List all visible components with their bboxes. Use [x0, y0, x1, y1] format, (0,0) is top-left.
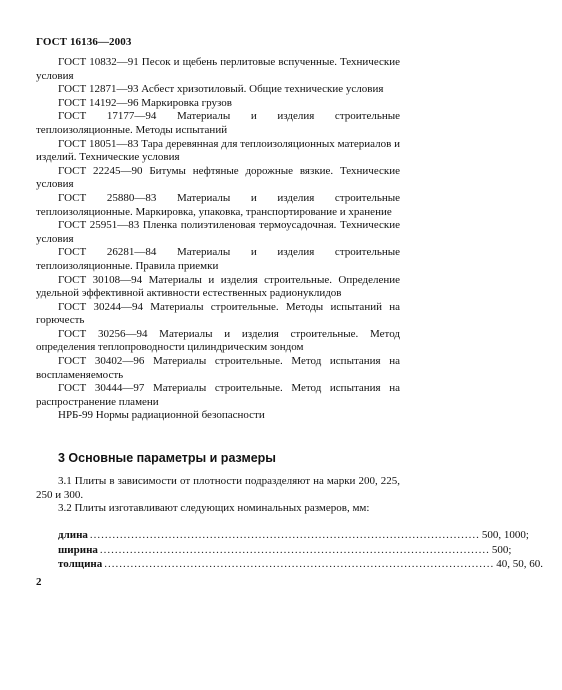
reference-item: ГОСТ 26281—84 Материалы и изделия строительные теплоизоляционные. Правила приемки: [36, 246, 400, 272]
reference-item: ГОСТ 14192—96 Маркировка грузов: [58, 96, 232, 109]
reference-item: ГОСТ 30444—97 Материалы строительные. Метод испытания на распространение пламени: [36, 382, 400, 408]
reference-item: ГОСТ 22245—90 Битумы нефтяные дорожные вязкие. Технические условия: [36, 164, 400, 191]
reference-item: ГОСТ 10832—91 Песок и щебень перлитовые вспученные. Технические условия: [36, 56, 400, 82]
reference-item: ГОСТ 17177—94 Материалы и изделия строительные теплоизоляционные. Методы испытаний: [36, 110, 400, 136]
size-row-thickness: [58, 558, 543, 573]
size-values: 500;: [491, 543, 512, 556]
size-row-length: [58, 529, 529, 544]
size-name: длина: [58, 529, 88, 541]
clauses: [36, 475, 400, 516]
clause-3-1: 3.1 Плиты в зависимости от плотности подразделяют на марки 200, 225, 250 и 300.: [36, 475, 400, 501]
reference-item: ГОСТ 30402—96 Материалы строительные. Метод испытания на воспламеняемость: [36, 355, 400, 381]
nominal-sizes-list: [58, 529, 543, 573]
reference-item: ГОСТ 25951—83 Пленка полиэтиленовая термоусадочная. Технические условия: [36, 219, 400, 245]
page-number: 2: [36, 576, 42, 588]
dot-leader: ........................................................................................................: [89, 529, 480, 541]
dot-leader: ........................................................................................................: [104, 558, 495, 570]
reference-item: ГОСТ 25880—83 Материалы и изделия строительные теплоизоляционные. Маркировка, упаковка, транспортирование и хранение: [36, 191, 400, 218]
section-title: 3 Основные параметры и размеры: [58, 451, 276, 465]
size-row-width: [58, 543, 512, 559]
reference-item: ГОСТ 18051—83 Тара деревянная для теплоизоляционных материалов и изделий. Технические условия: [36, 137, 400, 164]
reference-item: НРБ-99 Нормы радиационной безопасности: [58, 409, 265, 422]
size-name: ширина: [58, 543, 98, 556]
size-values: 500, 1000;: [481, 529, 529, 541]
size-name: толщина: [58, 558, 103, 570]
clause-3-2: 3.2 Плиты изготавливают следующих номинальных размеров, мм:: [58, 502, 370, 515]
normative-references-list: [36, 56, 400, 423]
reference-item: ГОСТ 12871—93 Асбест хризотиловый. Общие технические условия: [58, 83, 384, 96]
running-head: ГОСТ 16136—2003: [36, 36, 132, 48]
dot-leader: ........................................................................................................: [99, 543, 490, 556]
reference-item: ГОСТ 30244—94 Материалы строительные. Методы испытаний на горючесть: [36, 300, 400, 327]
reference-item: ГОСТ 30108—94 Материалы и изделия строительные. Определение удельной эффективной активности естественных радионуклидов: [36, 273, 400, 300]
size-values: 40, 50, 60.: [496, 558, 543, 570]
reference-item: ГОСТ 30256—94 Материалы и изделия строительные. Метод определения теплопроводности цилиндрическим зондом: [36, 327, 400, 354]
